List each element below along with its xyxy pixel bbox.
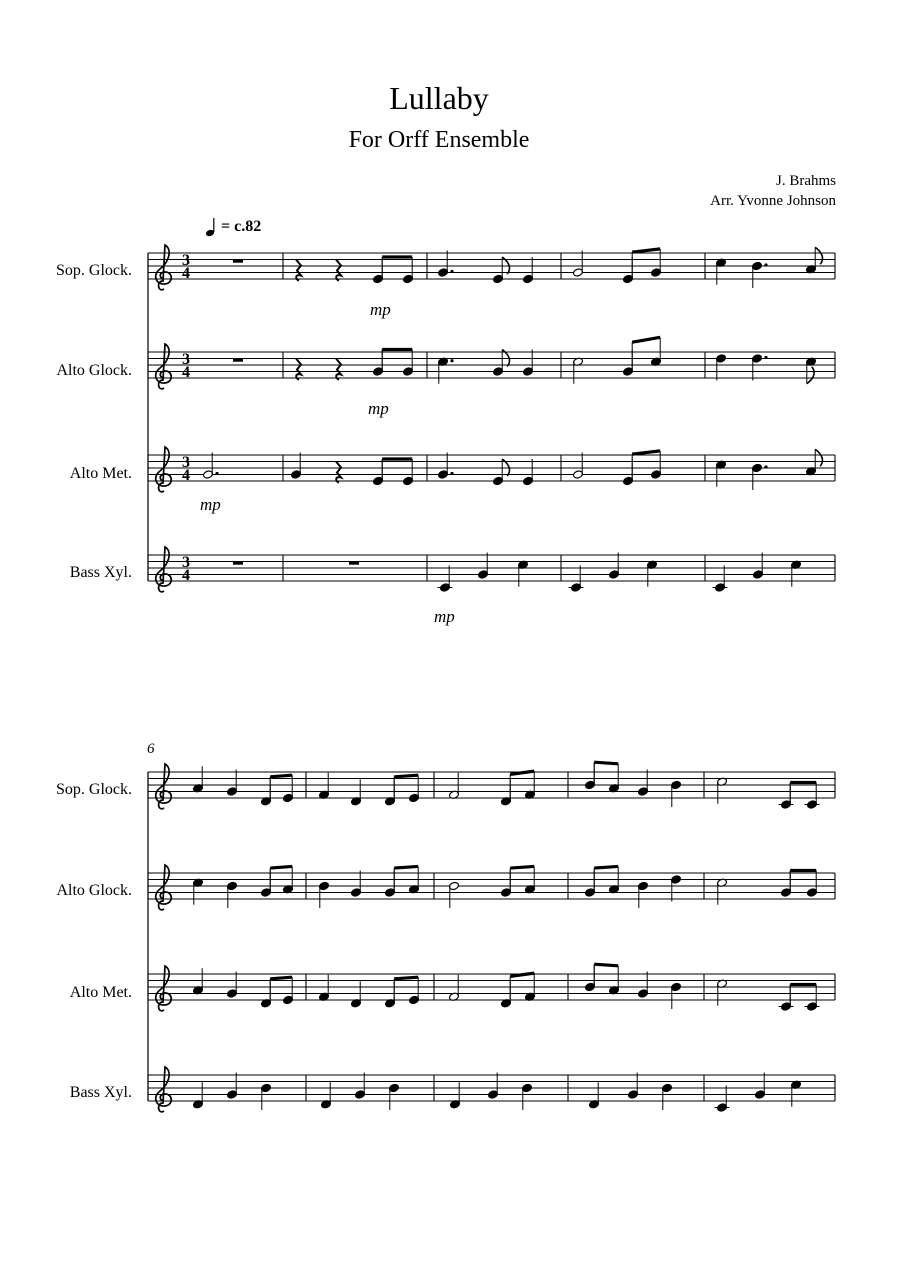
dynamic-marking-alto-met: mp <box>200 495 221 514</box>
treble-clef-icon <box>156 764 172 809</box>
quarter-rest <box>296 359 301 380</box>
time-signature-numerator: 3 <box>182 351 190 368</box>
instrument-label-bass-xyl: Bass Xyl. <box>69 564 132 581</box>
instrument-label-bass-xyl: Bass Xyl. <box>69 1084 132 1101</box>
instrument-label-alto-glock: Alto Glock. <box>56 362 132 379</box>
note-flag <box>815 247 822 264</box>
time-signature-numerator: 3 <box>182 252 190 269</box>
whole-rest <box>233 359 243 362</box>
quarter-rest <box>336 260 341 281</box>
time-signature-denominator: 4 <box>182 567 190 584</box>
time-signature-numerator: 3 <box>182 454 190 471</box>
dynamic-marking-bass-xyl: mp <box>434 607 455 626</box>
treble-clef-icon <box>156 1067 172 1112</box>
whole-rest <box>233 562 243 565</box>
instrument-label-alto-glock: Alto Glock. <box>56 882 132 899</box>
note-beam <box>394 977 418 979</box>
score-subtitle: For Orff Ensemble <box>348 127 530 153</box>
time-signature-denominator: 4 <box>182 364 190 381</box>
augmentation-dot <box>764 465 767 468</box>
instrument-label-sop-glock: Sop. Glock. <box>56 262 132 279</box>
augmentation-dot <box>450 359 453 362</box>
tempo-text: = c.82 <box>221 218 262 235</box>
note-beam <box>270 775 292 777</box>
quarter-rest <box>296 260 301 281</box>
note-flag <box>807 367 814 384</box>
time-signature-denominator: 4 <box>182 467 190 484</box>
instrument-label-alto-met: Alto Met. <box>69 465 132 482</box>
note-beam <box>594 964 618 966</box>
augmentation-dot <box>764 263 767 266</box>
note-flag <box>815 449 822 466</box>
augmentation-dot <box>450 270 453 273</box>
measure-number: 6 <box>147 741 155 757</box>
note-beam <box>510 866 534 868</box>
arranger-credit: Arr. Yvonne Johnson <box>710 193 836 209</box>
instrument-label-sop-glock: Sop. Glock. <box>56 781 132 798</box>
time-signature-denominator: 4 <box>182 265 190 282</box>
note-beam <box>632 451 660 454</box>
quarter-rest <box>336 462 341 483</box>
whole-rest <box>349 562 359 565</box>
dynamic-marking-alto-glock: mp <box>368 399 389 418</box>
augmentation-dot <box>450 472 453 475</box>
instrument-label-alto-met: Alto Met. <box>69 984 132 1001</box>
score-title: Lullaby <box>389 80 489 116</box>
note-beam <box>270 866 292 868</box>
treble-clef-icon <box>156 966 172 1011</box>
note-beam <box>394 775 418 777</box>
composer-credit: J. Brahms <box>776 173 836 189</box>
augmentation-dot <box>764 356 767 359</box>
treble-clef-icon <box>156 447 172 492</box>
time-signature-numerator: 3 <box>182 554 190 571</box>
note-beam <box>594 866 618 868</box>
whole-rest <box>233 260 243 263</box>
note-beam <box>632 249 660 252</box>
quarter-rest <box>336 359 341 380</box>
treble-clef-icon <box>156 245 172 290</box>
note-beam <box>270 977 292 979</box>
note-beam <box>632 337 660 342</box>
treble-clef-icon <box>156 547 172 592</box>
treble-clef-icon <box>156 865 172 910</box>
augmentation-dot <box>215 472 218 475</box>
note-beam <box>594 762 618 764</box>
dynamic-marking-sop-glock: mp <box>370 300 391 319</box>
note-beam <box>394 866 418 868</box>
treble-clef-icon <box>156 344 172 389</box>
